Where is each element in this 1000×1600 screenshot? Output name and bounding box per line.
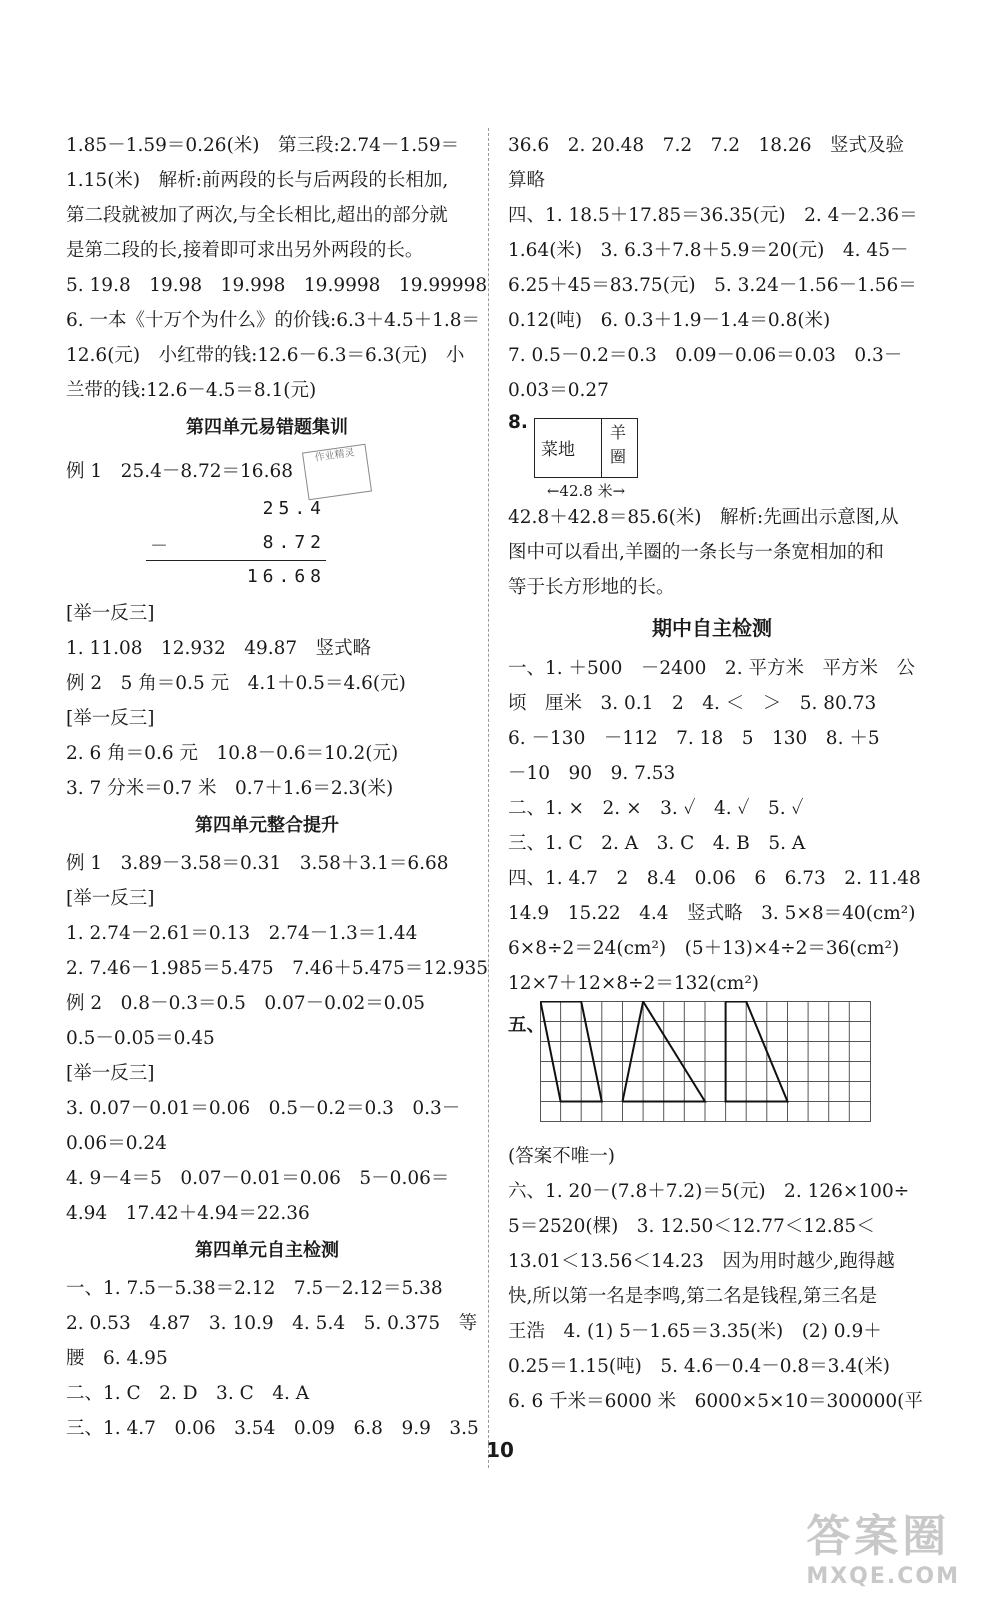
example-line: 例 2 0.8－0.3＝0.5 0.07－0.02＝0.05 — [66, 993, 425, 1014]
example-line: 例 2 5 角＝0.5 元 4.1＋0.5＝4.6(元) — [66, 673, 406, 694]
text-line: 1.64(米) 3. 6.3＋7.8＋5.9＝20(元) 4. 45－ — [508, 240, 909, 261]
shape-trapezoid — [726, 1002, 788, 1102]
stamp-logo: 作业精灵 — [302, 444, 372, 500]
text-line: 六、1. 20－(7.8＋7.2)＝5(元) 2. 126×100÷ — [508, 1181, 910, 1202]
vegetable-plot-label: 菜地 — [541, 440, 575, 460]
text-line: 算略 — [508, 170, 546, 191]
section-heading: 第四单元易错题集训 — [186, 417, 348, 438]
text-line: 6. 一本《十万个为什么》的价钱:6.3＋4.5＋1.8＝ — [66, 310, 481, 331]
text-line: 3. 7 分米＝0.7 米 0.7＋1.6＝2.3(米) — [66, 778, 394, 799]
text-line: 6×8÷2＝24(cm²) (5＋13)×4÷2＝36(cm²) — [508, 938, 900, 959]
text-line: 3. 0.07－0.01＝0.06 0.5－0.2＝0.3 0.3－ — [66, 1098, 461, 1119]
bracket-label: [举一反三] — [66, 603, 155, 624]
question-number: 五、 — [508, 1015, 546, 1036]
column-divider — [488, 128, 489, 1468]
text-line: 0.12(吨) 6. 0.3＋1.9－1.4＝0.8(米) — [508, 310, 831, 331]
text-line: 是第二段的长,接着即可求出另外两段的长。 — [66, 240, 424, 261]
bracket-label: [举一反三] — [66, 1063, 155, 1084]
section-heading: 第四单元整合提升 — [195, 815, 339, 836]
bracket-label: [举一反三] — [66, 708, 155, 729]
text-line: 三、1. 4.7 0.06 3.54 0.09 6.8 9.9 3.5 — [66, 1418, 479, 1439]
text-line: 7. 0.5－0.2＝0.3 0.09－0.06＝0.03 0.3－ — [508, 345, 903, 366]
text-line: 兰带的钱:12.6－4.5＝8.1(元) — [66, 380, 317, 401]
text-line: 0.5－0.05＝0.45 — [66, 1028, 215, 1049]
text-line: 图中可以看出,羊圈的一条长与一条宽相加的和 — [508, 542, 884, 563]
text-line: 等于长方形地的长。 — [508, 577, 675, 598]
text-line: 12.6(元) 小红带的钱:12.6－6.3＝6.3(元) 小 — [66, 345, 465, 366]
watermark-sub: MXQE.COM — [806, 1564, 960, 1589]
field-diagram — [508, 408, 916, 500]
text-line: 6. －130 －112 7. 18 5 130 8. ＋5 — [508, 728, 880, 749]
text-line: (答案不唯一) — [508, 1146, 615, 1167]
field-divider-line — [601, 419, 602, 477]
example-line: 例 1 3.89－3.58＝0.31 3.58＋3.1＝6.68 — [66, 853, 449, 874]
text-line: 4. 9－4＝5 0.07－0.01＝0.06 5－0.06＝ — [66, 1168, 450, 1189]
text-line: 1.85－1.59＝0.26(米) 第三段:2.74－1.59＝ — [66, 135, 460, 156]
grid-figure — [540, 1001, 872, 1133]
text-line: 快,所以第一名是李鸣,第二名是钱程,第三名是 — [508, 1286, 878, 1307]
text-line: 0.06＝0.24 — [66, 1133, 167, 1154]
text-line: 13.01＜13.56＜14.23 因为用时越少,跑得越 — [508, 1251, 895, 1272]
calc-mid: 8.72 — [262, 532, 326, 553]
shape-parallelogram — [541, 1002, 602, 1102]
text-line: 第二段就被加了两次,与全长相比,超出的部分就 — [66, 205, 448, 226]
text-line: 0.03＝0.27 — [508, 380, 609, 401]
left-column — [66, 128, 489, 1446]
text-line: 0.25＝1.15(吨) 5. 4.6－0.4－0.8＝3.4(米) — [508, 1356, 890, 1377]
question-number: 8. — [508, 412, 528, 433]
vertical-calculation — [146, 496, 326, 596]
text-line: 一、1. 7.5－5.38＝2.12 7.5－2.12＝5.38 — [66, 1278, 443, 1299]
text-line: 二、1. C 2. D 3. C 4. A — [66, 1383, 310, 1404]
text-line: 1.15(米) 解析:前两段的长与后两段的长相加, — [66, 170, 449, 191]
text-line: 四、1. 18.5＋17.85＝36.35(元) 2. 4－2.36＝ — [508, 205, 918, 226]
grid-drawing — [508, 1001, 916, 1139]
text-line: 2. 0.53 4.87 3. 10.9 4. 5.4 5. 0.375 等 — [66, 1313, 478, 1334]
text-line: 42.8＋42.8＝85.6(米) 解析:先画出示意图,从 — [508, 507, 899, 528]
dimension-label: ←42.8 米→ — [546, 482, 626, 500]
text-line: 四、1. 4.7 2 8.4 0.06 6 6.73 2. 11.48 — [508, 868, 921, 889]
watermark-logo — [806, 1500, 960, 1589]
watermark-main: 答案圈 — [806, 1511, 951, 1562]
text-line: 14.9 15.22 4.4 竖式略 3. 5×8＝40(cm²) — [508, 903, 916, 924]
section-heading: 第四单元自主检测 — [195, 1240, 339, 1261]
calc-bar — [146, 560, 326, 561]
calc-operator: － — [150, 536, 168, 557]
text-line: 王浩 4. (1) 5－1.65＝3.35(米) (2) 0.9＋ — [508, 1321, 882, 1342]
text-line: 三、1. C 2. A 3. C 4. B 5. A — [508, 833, 806, 854]
text-line: 6. 6 千米＝6000 米 6000×5×10＝300000(平 — [508, 1391, 923, 1412]
text-line: 2. 6 角＝0.6 元 10.8－0.6＝10.2(元) — [66, 743, 399, 764]
section-heading: 期中自主检测 — [652, 616, 772, 640]
page-number: 10 — [486, 1438, 514, 1462]
sheep-pen-label: 羊圈 — [609, 423, 626, 466]
text-line: 6.25＋45＝83.75(元) 5. 3.24－1.56－1.56＝ — [508, 275, 917, 296]
text-line: 5. 19.8 19.98 19.998 19.9998 19.99998 — [66, 275, 488, 296]
text-line: －10 90 9. 7.53 — [508, 763, 676, 784]
example-text: 例 1 25.4－8.72＝16.68 — [66, 461, 293, 482]
text-line: 二、1. × 2. × 3. ✓ 4. ✓ 5. ✓ — [508, 798, 804, 819]
bracket-label: [举一反三] — [66, 888, 155, 909]
text-line: 5＝2520(棵) 3. 12.50＜12.77＜12.85＜ — [508, 1216, 875, 1237]
text-line: 1. 11.08 12.932 49.87 竖式略 — [66, 638, 372, 659]
text-line: 顷 厘米 3. 0.1 2 4. ＜ ＞ 5. 80.73 — [508, 693, 877, 714]
text-line: 4.94 17.42＋4.94＝22.36 — [66, 1203, 310, 1224]
example-line — [66, 448, 468, 496]
calc-top: 25.4 — [262, 498, 326, 519]
text-line: 腰 6. 4.95 — [66, 1348, 168, 1369]
calc-result: 16.68 — [246, 566, 326, 587]
text-line: 2. 7.46－1.985＝5.475 7.46＋5.475＝12.935 — [66, 958, 489, 979]
right-column — [508, 128, 923, 1419]
rectangle-field — [534, 418, 638, 478]
text-line: 12×7＋12×8÷2＝132(cm²) — [508, 973, 759, 994]
text-line: 1. 2.74－2.61＝0.13 2.74－1.3＝1.44 — [66, 923, 418, 944]
grid-lines — [541, 1002, 871, 1122]
text-line: 36.6 2. 20.48 7.2 7.2 18.26 竖式及验 — [508, 135, 904, 156]
text-line: 一、1. ＋500 －2400 2. 平方米 平方米 公 — [508, 658, 915, 679]
